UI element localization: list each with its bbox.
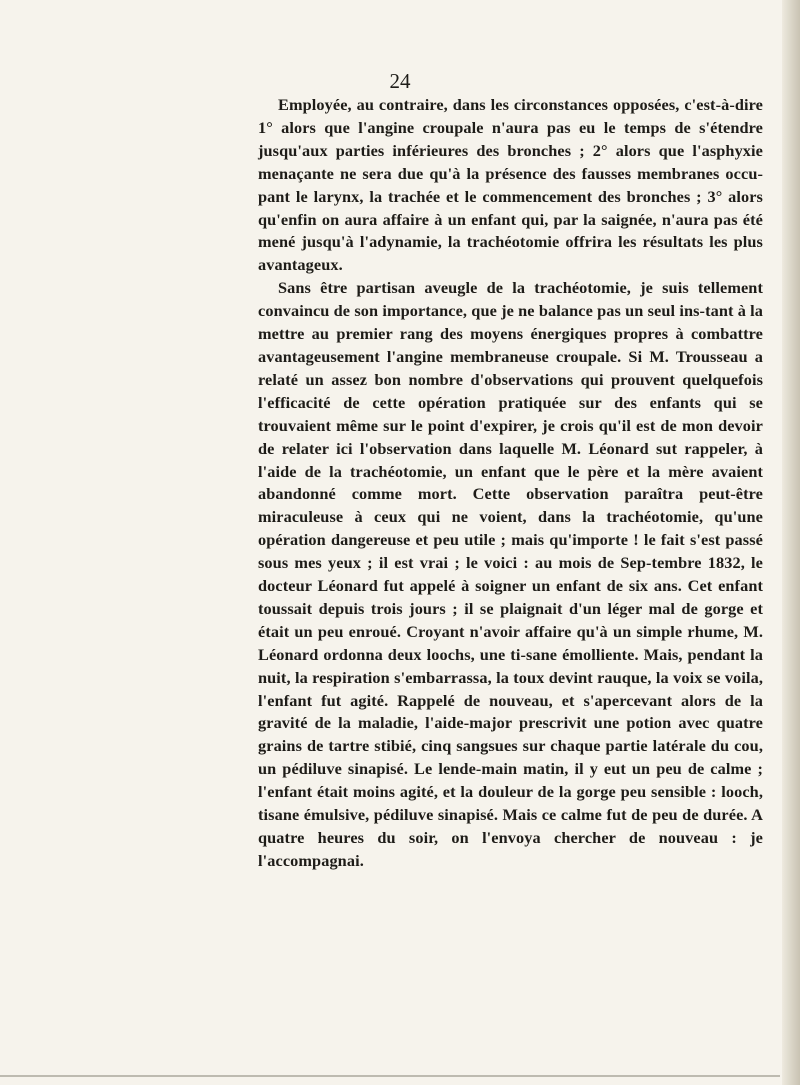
- body-text: [258, 94, 763, 873]
- page-number: 24: [389, 69, 411, 93]
- bottom-edge-line: [0, 1075, 780, 1077]
- page-edge-shadow: [782, 0, 800, 1085]
- paragraph: Employée, au contraire, dans les circonstances opposées, c'est-à-dire 1° alors que l'angine croupale n'aura pas eu le temps de s'étendre jusqu'aux parties inférieures des bronches ; 2° alors que l'asphyxie menaçante ne sera due qu'à la présence des fausses membranes occu-pant le larynx, la trachée et le commencement des bronches ; 3° alors qu'enfin on aura affaire à un enfant qui, par la saignée, n'aura pas été mené jusqu'à l'adynamie, la trachéotomie offrira les résultats les plus avantageux.: [258, 95, 763, 275]
- paragraph: Sans être partisan aveugle de la trachéotomie, je suis tellement convaincu de son importance, que je ne balance pas un seul ins-tant à la mettre au premier rang des moyens énergiques propres à combattre avantageusement l'angine membraneuse croupale. Si M. Trousseau a relaté un assez bon nombre d'observations qui prouvent quelquefois l'efficacité de cette opération pratiquée sur des enfants qui se trouvaient même sur le point d'expirer, je crois qu'il est de mon devoir de relater ici l'observation dans laquelle M. Léonard sut rappeler, à l'aide de la trachéotomie, un enfant que le père et la mère avaient abandonné comme mort. Cette observation paraîtra peut-être miraculeuse à ceux qui ne voient, dans la trachéotomie, qu'une opération dangereuse et peu utile ; mais qu'importe ! le fait s'est passé sous mes yeux ; il est vrai ; le voici : au mois de Sep-tembre 1832, le docteur Léonard fut appelé à soigner un enfant de six ans. Cet enfant toussait depuis trois jours ; il se plaignait d'un léger mal de gorge et était un peu enroué. Croyant n'avoir affaire qu'à un simple rhume, M. Léonard ordonna deux loochs, une ti-sane émolliente. Mais, pendant la nuit, la respiration s'embarrassa, la toux devint rauque, la voix se voila, l'enfant fut agité. Rappelé de nouveau, et s'apercevant alors de la gravité de la maladie, l'aide-major prescrivit une potion avec quatre grains de tartre stibié, cinq sangsues sur chaque partie latérale du cou, un pédiluve sinapisé. Le lende-main matin, il y eut un peu de calme ; l'enfant était moins agité, et la douleur de la gorge peu sensible : looch, tisane émulsive, pédiluve sinapisé. Mais ce calme fut de peu de durée. A quatre heures du soir, on l'envoya chercher de nouveau : je l'accompagnai.: [258, 278, 763, 870]
